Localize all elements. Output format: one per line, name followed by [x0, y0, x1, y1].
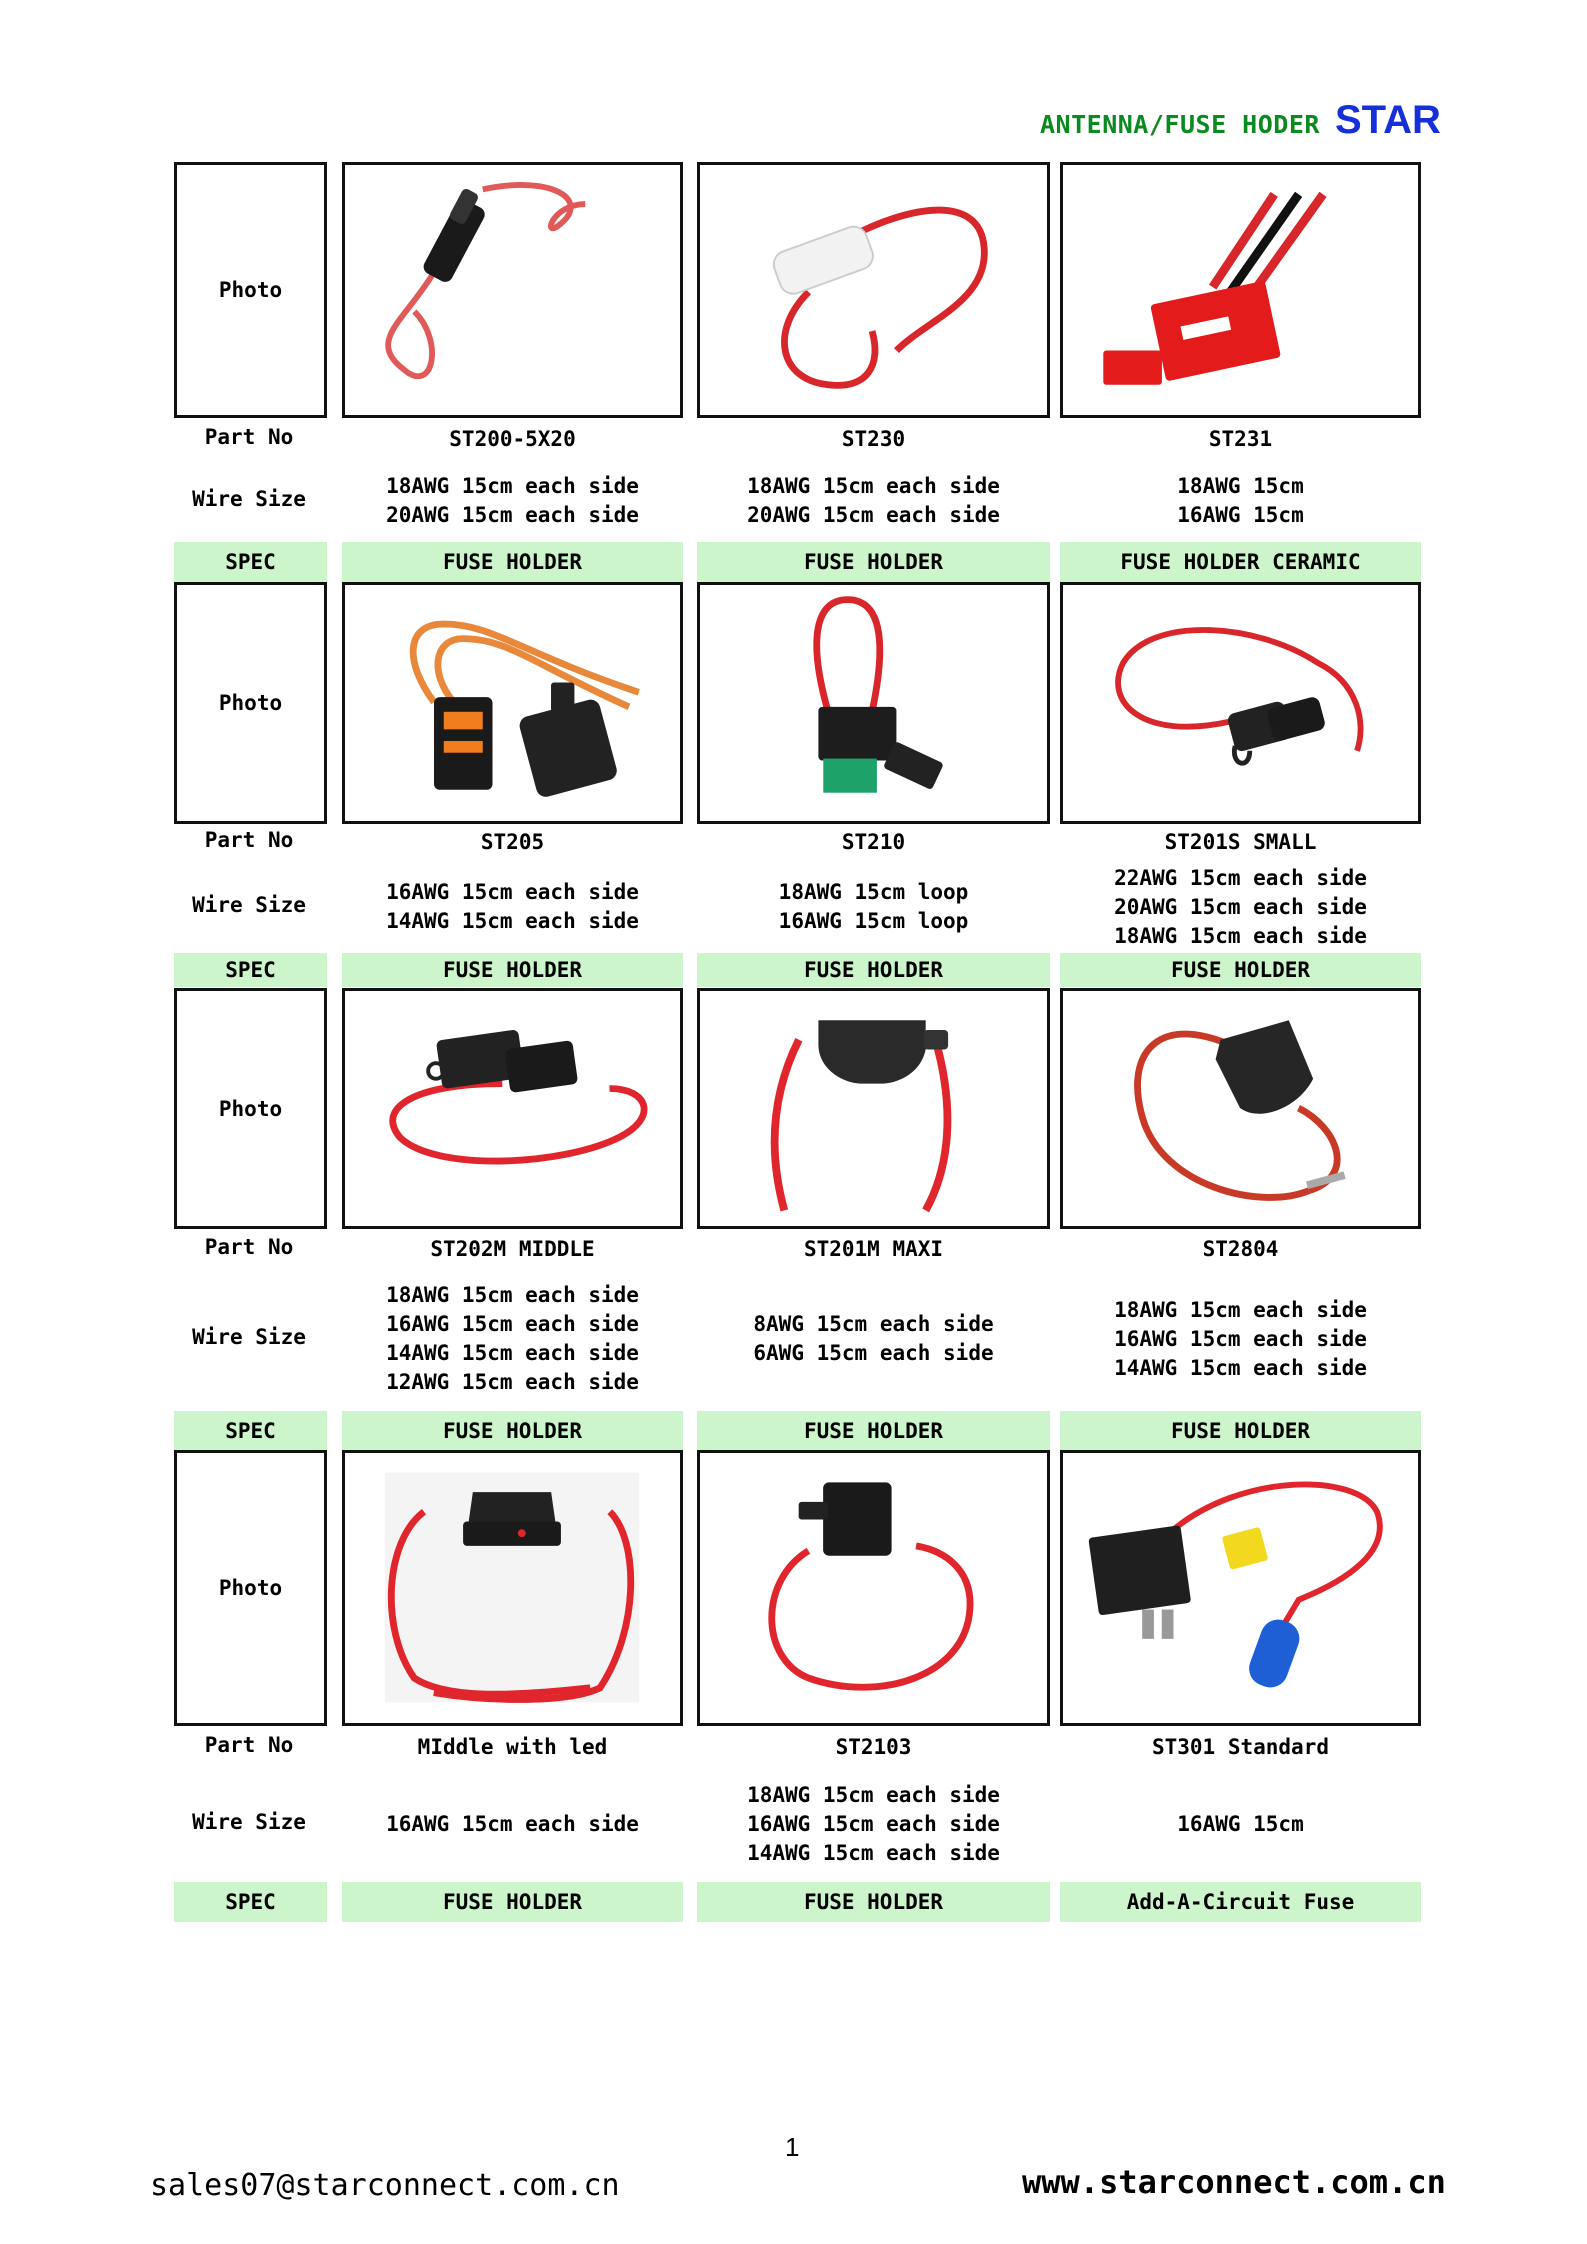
part-no-label: Part No	[204, 828, 294, 852]
spec-value: FUSE HOLDER CERAMIC	[1060, 542, 1421, 582]
footer-website: www.starconnect.com.cn	[1022, 2163, 1446, 2201]
spec-value: Add-A-Circuit Fuse	[1060, 1882, 1421, 1922]
wire-size: 18AWG 15cm 16AWG 15cm	[1177, 474, 1304, 527]
part-no: ST201S SMALL	[1164, 830, 1317, 854]
product-photo-middle-led	[342, 1450, 683, 1726]
spec-value: FUSE HOLDER	[697, 1882, 1050, 1922]
fuse-holder-loop-icon	[700, 1453, 1047, 1723]
part-no: ST201M MAXI	[803, 1237, 944, 1261]
part-no-label: Part No	[204, 1235, 294, 1259]
spec-value: FUSE HOLDER	[342, 1882, 683, 1922]
photo-label: Photo	[218, 1576, 283, 1600]
wire-size: 18AWG 15cm each side 16AWG 15cm each side 14AWG 15cm each side	[1114, 1298, 1367, 1380]
wire-size: 16AWG 15cm each side 14AWG 15cm each side	[386, 880, 639, 933]
wire-size: 18AWG 15cm each side 16AWG 15cm each side 14AWG 15cm each side 12AWG 15cm each side	[386, 1283, 639, 1394]
photo-label: Photo	[218, 1096, 283, 1121]
maxi-fuse-holder-icon	[700, 991, 1047, 1226]
brand-name: STAR	[1335, 98, 1441, 142]
spec-value: FUSE HOLDER	[1060, 953, 1421, 987]
spec-value: FUSE HOLDER	[1060, 1411, 1421, 1451]
product-photo-st301	[1060, 1450, 1421, 1726]
product-photo-st200	[342, 162, 683, 418]
wire-size: 16AWG 15cm	[1177, 1812, 1304, 1836]
spec-value: FUSE HOLDER	[342, 953, 683, 987]
wire-size: 18AWG 15cm each side 20AWG 15cm each side	[747, 474, 1000, 527]
wire-size-label: Wire Size	[192, 893, 306, 917]
wire-size: 22AWG 15cm each side 20AWG 15cm each side 18AWG 15cm each side	[1114, 866, 1367, 948]
wire-size-label: Wire Size	[192, 487, 306, 511]
photo-label: Photo	[218, 278, 283, 302]
red-ceramic-fuse-holder-icon	[1063, 165, 1418, 415]
led-fuse-holder-icon	[345, 1453, 680, 1723]
part-no: ST231	[1208, 427, 1273, 451]
wire-size: 8AWG 15cm each side 6AWG 15cm each side	[753, 1312, 994, 1365]
header-title: ANTENNA/FUSE HODER	[1040, 110, 1320, 139]
part-no-label: Part No	[204, 1733, 294, 1757]
part-no: ST2103	[835, 1735, 912, 1759]
orange-wire-connector-fuse-holder-icon	[345, 585, 680, 821]
part-no: MIddle with led	[417, 1735, 608, 1759]
product-photo-st231	[1060, 162, 1421, 418]
spec-value: FUSE HOLDER	[342, 542, 683, 582]
wire-size: 18AWG 15cm each side 20AWG 15cm each side	[386, 474, 639, 527]
product-photo-st210	[697, 582, 1050, 824]
wire-size: 18AWG 15cm loop 16AWG 15cm loop	[778, 880, 969, 933]
page-number: 1	[785, 2132, 800, 2162]
photo-label-box	[174, 582, 327, 824]
part-no: ST205	[480, 830, 545, 854]
spec-label: SPEC	[174, 1882, 327, 1922]
wire-size: 16AWG 15cm each side	[386, 1812, 639, 1836]
footer-email: sales07@starconnect.com.cn	[150, 2168, 620, 2203]
wire-size-label: Wire Size	[192, 1810, 306, 1834]
part-no: ST200-5X20	[449, 427, 576, 451]
product-photo-st2804	[1060, 988, 1421, 1229]
spec-label: SPEC	[174, 953, 327, 987]
spec-label: SPEC	[174, 542, 327, 582]
product-photo-st201s	[1060, 582, 1421, 824]
product-photo-st202m	[342, 988, 683, 1229]
spec-value: FUSE HOLDER	[697, 953, 1050, 987]
product-photo-st201m	[697, 988, 1050, 1229]
spec-value: FUSE HOLDER	[342, 1411, 683, 1451]
product-photo-st230	[697, 162, 1050, 418]
spec-value: FUSE HOLDER	[697, 542, 1050, 582]
add-a-circuit-fuse-icon	[1063, 1453, 1418, 1723]
wire-size-label: Wire Size	[192, 1325, 306, 1349]
blade-fuse-holder-loop-icon	[700, 585, 1047, 821]
part-no: ST202M MIDDLE	[430, 1237, 595, 1261]
part-no: ST230	[841, 427, 906, 451]
fuse-holder-red-cable-icon	[1063, 991, 1418, 1226]
inline-fuse-holder-red-wire-icon	[345, 165, 680, 415]
photo-label-box	[174, 1450, 327, 1726]
product-photo-st205	[342, 582, 683, 824]
part-no: ST2804	[1202, 1237, 1279, 1261]
part-no: ST301 Standard	[1151, 1735, 1329, 1759]
small-black-fuse-holder-icon	[1063, 585, 1418, 821]
photo-label: Photo	[218, 691, 283, 715]
spec-label: SPEC	[174, 1411, 327, 1451]
part-no: ST210	[841, 830, 906, 854]
part-no-label: Part No	[204, 425, 294, 449]
white-fuse-holder-red-loop-icon	[700, 165, 1047, 415]
wire-size: 18AWG 15cm each side 16AWG 15cm each side 14AWG 15cm each side	[747, 1783, 1000, 1865]
spec-value: FUSE HOLDER	[697, 1411, 1050, 1451]
product-photo-st2103	[697, 1450, 1050, 1726]
photo-label-box	[174, 988, 327, 1229]
photo-label-box	[174, 162, 327, 418]
middle-fuse-holder-icon	[345, 991, 680, 1226]
